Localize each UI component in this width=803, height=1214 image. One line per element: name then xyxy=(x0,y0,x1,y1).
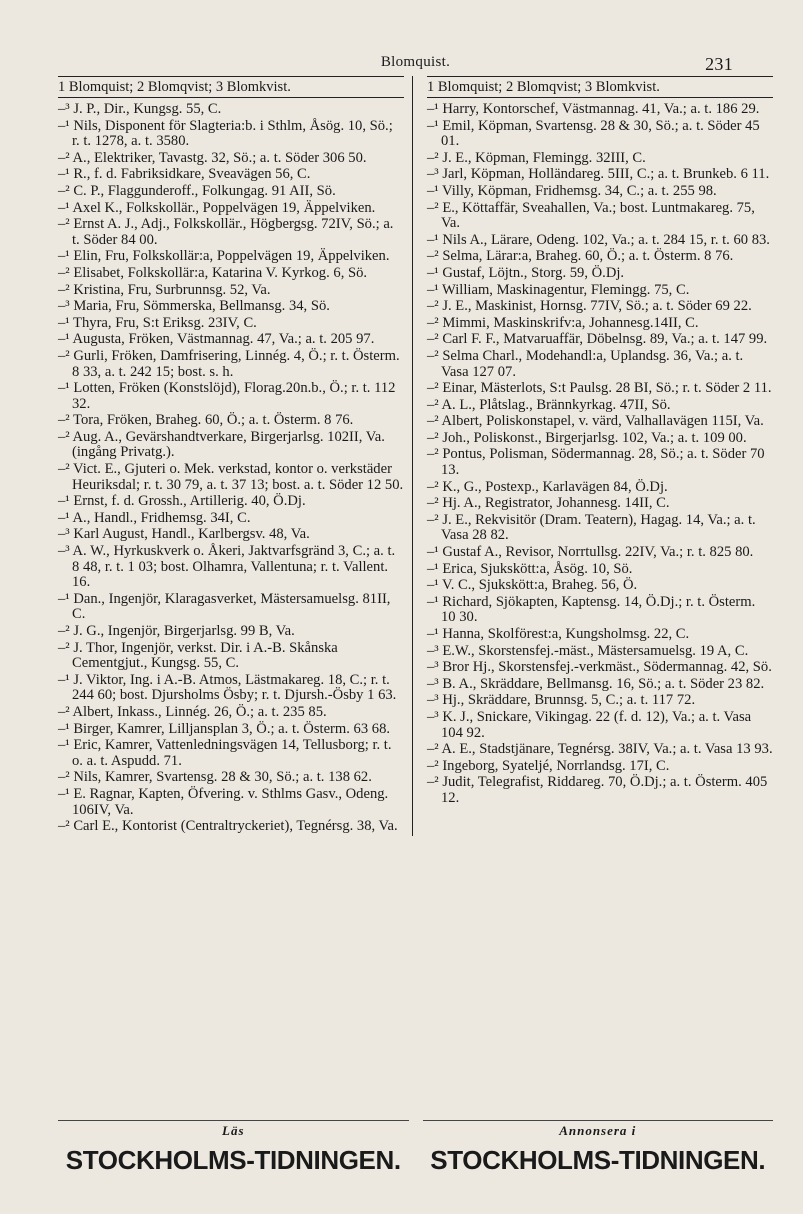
directory-entry: –² Joh., Poliskonst., Birgerjarlsg. 102, Va.; a. t. 109 00. xyxy=(427,429,747,446)
directory-entry: –² J. G., Ingenjör, Birgerjarlsg. 99 B, Va. xyxy=(58,623,295,639)
directory-entry: –¹ Gustaf, Löjtn., Storg. 59, Ö.Dj. xyxy=(427,264,625,281)
left-column-heading: 1 Blomquist; 2 Blomqvist; 3 Blomkvist. xyxy=(58,76,404,98)
directory-entry: –² A. E., Stadstjänare, Tegnérsg. 38IV, Va.; a. t. Vasa 13 93. xyxy=(427,741,773,758)
directory-entry: –¹ Eric, Kamrer, Vattenledningsvägen 14, Tellusborg; r. t. o. a. t. Aspudd. 71. xyxy=(58,737,392,769)
advertisement-footer xyxy=(58,1120,773,1176)
directory-entry: –¹ E. Ragnar, Kapten, Öfvering. v. Sthlms Gasv., Odeng. 106IV, Va. xyxy=(58,785,389,818)
directory-entry: –² Vict. E., Gjuteri o. Mek. verkstad, kontor o. verkstäder Heuriksdal; r. t. 30 79, a. t. 37 13; bost. a. t. Söder 12 50. xyxy=(58,461,404,493)
directory-entry: –¹ Gustaf A., Revisor, Norrtullsg. 22IV, Va.; r. t. 825 80. xyxy=(427,544,754,561)
directory-entry: –¹ A., Handl., Fridhemsg. 34I, C. xyxy=(58,509,251,526)
directory-entry: –² J. E., Maskinist, Hornsg. 77IV, Sö.; a. t. Söder 69 22. xyxy=(427,298,752,315)
directory-entry: –³ K. J., Snickare, Vikingag. 22 (f. d. 12), Va.; a. t. Vasa 104 92. xyxy=(427,708,752,741)
directory-entry: –¹ V. C., Sjukskött:a, Braheg. 56, Ö. xyxy=(427,577,638,594)
directory-entry: –¹ Nils A., Lärare, Odeng. 102, Va.; a. t. 284 15, r. t. 60 83. xyxy=(427,231,770,248)
directory-entry: –² Carl E., Kontorist (Centraltryckeriet), Tegnérsg. 38, Va. xyxy=(58,818,398,835)
directory-entry: –³ Hj., Skräddare, Brunnsg. 5, C.; a. t. 117 72. xyxy=(427,692,696,709)
directory-entry: –² Albert, Poliskonstapel, v. värd, Valhallavägen 115I, Va. xyxy=(427,413,764,430)
directory-entry: –² C. P., Flaggunderoff., Folkungag. 91 AII, Sö. xyxy=(58,182,336,199)
directory-entry: –¹ Axel K., Folkskollär., Poppelvägen 19, Äppelviken. xyxy=(58,199,376,216)
page-title: Blomquist. xyxy=(380,54,451,70)
directory-entry: –³ Jarl, Köpman, Holländareg. 5III, C.; a. t. Brunkeb. 6 11. xyxy=(427,166,770,183)
page-number: 231 xyxy=(705,54,733,74)
directory-entry: –² Judit, Telegrafist, Riddareg. 70, Ö.Dj.; a. t. Österm. 405 12. xyxy=(427,774,768,806)
directory-entry: –² Mimmi, Maskinskrifv:a, Johannesg.14II, C. xyxy=(427,314,699,331)
directory-entry: –¹ Emil, Köpman, Svartensg. 28 & 30, Sö.; a. t. Söder 45 01. xyxy=(427,117,760,150)
directory-entry: –² J. E., Köpman, Flemingg. 32III, C. xyxy=(427,149,646,166)
directory-entry: –¹ Nils, Disponent för Slagteria:b. i Sthlm, Åsög. 10, Sö.; r. t. 1278, a. t. 3580. xyxy=(58,117,393,150)
directory-entry: –² Einar, Mästerlots, S:t Paulsg. 28 BI, Sö.; r. t. Söder 2 11. xyxy=(427,380,772,397)
directory-entry: –² Elisabet, Folkskollär:a, Katarina V. Kyrkog. 6, Sö. xyxy=(58,264,368,281)
directory-entry: –² J. Thor, Ingenjör, verkst. Dir. i A.-B. Skånska Cementgjut., Kungsg. 55, C. xyxy=(58,639,338,672)
directory-entry: –² A. L., Plåtslag., Brännkyrkag. 47II, Sö. xyxy=(427,396,671,413)
directory-entry: –² Hj. A., Registrator, Johannesg. 14II, C. xyxy=(427,495,670,512)
directory-entry: –² Ingeborg, Syateljé, Norrlandsg. 17I, C. xyxy=(427,757,670,774)
directory-entry: –¹ Harry, Kontorschef, Västmannag. 41, Va.; a. t. 186 29. xyxy=(427,101,760,117)
directory-entry: –³ Bror Hj., Skorstensfej.-verkmäst., Södermannag. 42, Sö. xyxy=(427,659,772,676)
footer-left xyxy=(58,1120,409,1176)
directory-entry: –² A., Elektriker, Tavastg. 32, Sö.; a. t. Söder 306 50. xyxy=(58,149,367,166)
footer-right-newspaper: STOCKHOLMS-TIDNINGEN. xyxy=(430,1145,766,1175)
directory-entry: –³ E.W., Skorstensfej.-mäst., Mästersamuelsg. 19 A, C. xyxy=(427,642,749,659)
directory-entry: –¹ Richard, Sjökapten, Kaptensg. 14, Ö.Dj.; r. t. Österm. 10 30. xyxy=(427,593,756,626)
directory-entry: –² K., G., Postexp., Karlavägen 84, Ö.Dj. xyxy=(427,478,668,495)
directory-entry: –¹ Thyra, Fru, S:t Eriksg. 23IV, C. xyxy=(58,314,257,331)
right-column-heading: 1 Blomquist; 2 Blomqvist; 3 Blomkvist. xyxy=(427,76,773,98)
footer-right xyxy=(423,1120,774,1176)
directory-entry: –¹ Erica, Sjukskött:a, Åsög. 10, Sö. xyxy=(427,560,633,577)
directory-entry: –² Tora, Fröken, Braheg. 60, Ö.; a. t. Österm. 8 76. xyxy=(58,412,354,429)
directory-entry: –³ J. P., Dir., Kungsg. 55, C. xyxy=(58,101,222,117)
running-head xyxy=(58,50,773,76)
directory-entry: –¹ Ernst, f. d. Grossh., Artillerig. 40, Ö.Dj. xyxy=(58,493,306,510)
footer-left-newspaper: STOCKHOLMS-TIDNINGEN. xyxy=(65,1145,401,1175)
footer-right-tagline: Annonsera i xyxy=(423,1120,774,1139)
directory-entry: –² Selma Charl., Modehandl:a, Uplandsg. 36, Va.; a. t. Vasa 127 07. xyxy=(427,347,744,380)
directory-entry: –² Aug. A., Gevärshandtverkare, Birgerjarlsg. 102II, Va. (ingång Privatg.). xyxy=(58,428,385,461)
directory-entry: –¹ William, Maskinagentur, Flemingg. 75, C. xyxy=(427,281,690,298)
directory-entry: –³ B. A., Skräddare, Bellmansg. 16, Sö.; a. t. Söder 23 82. xyxy=(427,675,765,692)
footer-left-tagline: Läs xyxy=(58,1120,409,1139)
directory-entry: –² Nils, Kamrer, Svartensg. 28 & 30, Sö.; a. t. 138 62. xyxy=(58,769,372,786)
directory-entry: –² Selma, Lärar:a, Braheg. 60, Ö.; a. t. Österm. 8 76. xyxy=(427,248,734,265)
directory-entry: –¹ J. Viktor, Ing. i A.-B. Atmos, Lästmakareg. 18, C.; r. t. 244 60; bost. Djursholms Ösby; r. t. Djursh.-Ösby 1 63. xyxy=(58,671,397,704)
directory-entry: –² Pontus, Polisman, Södermannag. 28, Sö.; a. t. Söder 70 13. xyxy=(427,446,765,479)
directory-entry: –¹ Lotten, Fröken (Konstslöjd), Florag.20n.b., Ö.; r. t. 112 32. xyxy=(58,380,396,412)
left-column xyxy=(58,76,413,836)
directory-entry: –¹ Elin, Fru, Folkskollär:a, Poppelvägen 19, Äppelviken. xyxy=(58,248,390,265)
left-entry-list xyxy=(58,102,404,835)
directory-entry: –³ A. W., Hyrkuskverk o. Åkeri, Jaktvarfsgränd 3, C.; a. t. 8 48, r. t. 1 03; bost. Olhamra, Vallentuna; r. t. Vallent. 16. xyxy=(58,543,396,591)
directory-entry: –² E., Köttaffär, Sveahallen, Va.; bost. Luntmakareg. 75, Va. xyxy=(427,199,755,232)
directory-entry: –¹ Hanna, Skolförest:a, Kungsholmsg. 22, C. xyxy=(427,626,690,642)
directory-entry: –³ Karl August, Handl., Karlbergsv. 48, Va. xyxy=(58,526,310,543)
directory-entry: –¹ R., f. d. Fabriksidkare, Sveavägen 56, C. xyxy=(58,166,311,183)
directory-entry: –¹ Villy, Köpman, Fridhemsg. 34, C.; a. t. 255 98. xyxy=(427,182,717,199)
directory-entry: –¹ Dan., Ingenjör, Klaragasverket, Mästersamuelsg. 81II, C. xyxy=(58,590,391,623)
directory-entry: –² Albert, Inkass., Linnég. 26, Ö.; a. t. 235 85. xyxy=(58,703,327,720)
columns xyxy=(58,76,773,836)
directory-entry: –² Ernst A. J., Adj., Folkskollär., Högbergsg. 72IV, Sö.; a. t. Söder 84 00. xyxy=(58,216,394,248)
directory-entry: –¹ Augusta, Fröken, Västmannag. 47, Va.; a. t. 205 97. xyxy=(58,331,375,348)
directory-entry: –² Gurli, Fröken, Damfrisering, Linnég. 4, Ö.; r. t. Österm. 8 33, a. t. 242 15; bost. s. h. xyxy=(58,347,400,380)
right-entry-list xyxy=(427,102,773,807)
directory-entry: –² Carl F. F., Matvaruaffär, Döbelnsg. 89, Va.; a. t. 147 99. xyxy=(427,331,768,348)
directory-entry: –³ Maria, Fru, Sömmerska, Bellmansg. 34, Sö. xyxy=(58,298,330,315)
directory-entry: –² Kristina, Fru, Surbrunnsg. 52, Va. xyxy=(58,281,271,298)
directory-entry: –¹ Birger, Kamrer, Lilljansplan 3, Ö.; a. t. Österm. 63 68. xyxy=(58,720,391,737)
right-column xyxy=(427,76,773,836)
directory-entry: –² J. E., Rekvisitör (Dram. Teatern), Hagag. 14, Va.; a. t. Vasa 28 82. xyxy=(427,511,756,544)
